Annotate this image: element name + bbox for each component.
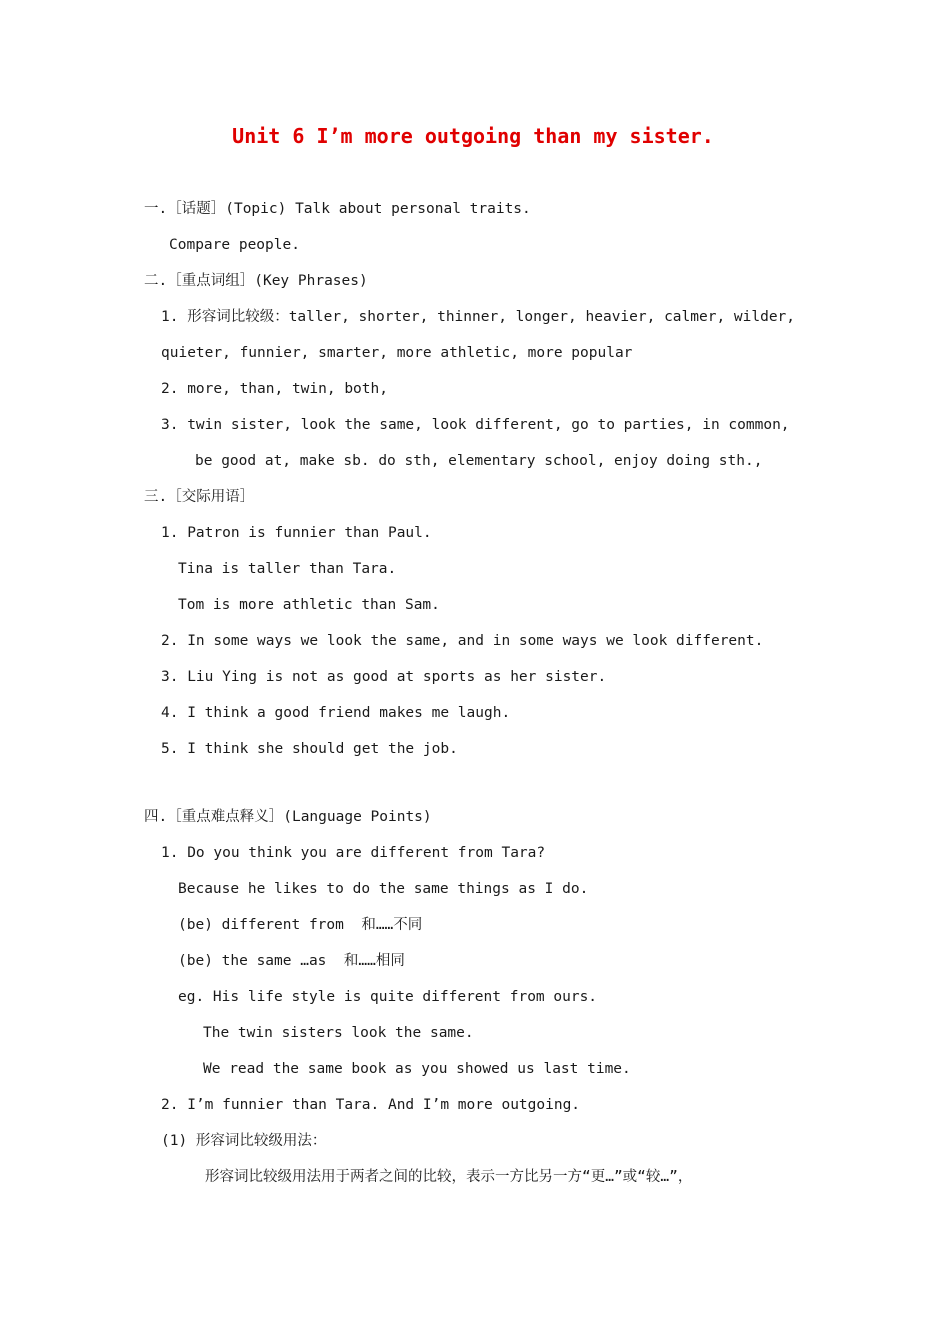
- phrase-item-3-cont: be good at, make sb. do sth, elementary school, enjoy doing sth.,: [195, 453, 763, 469]
- expression-item-4: 4. I think a good friend makes me laugh.: [161, 705, 511, 721]
- point-item-2: 2. I’m funnier than Tara. And I’m more outgoing.: [161, 1097, 581, 1113]
- point-item-1: 1. Do you think you are different from Tara?: [161, 845, 546, 861]
- topic-line: Compare people.: [169, 237, 300, 253]
- example-line: eg. His life style is quite different from ours.: [178, 989, 598, 1005]
- paragraph-text: 形容词比较级用法用于两者之间的比较，表示一方比另一方“更…”或“较…”，: [205, 1169, 693, 1185]
- expression-item-2: 2. In some ways we look the same, and in some ways we look different.: [161, 633, 764, 649]
- topic-heading: 一.［话题］(Topic) Talk about personal traits.: [144, 201, 531, 217]
- expression-item-1-cont: Tom is more athletic than Sam.: [178, 597, 440, 613]
- point-item-1-cont: (be) different from 和……不同: [178, 917, 423, 933]
- expression-item-5: 5. I think she should get the job.: [161, 741, 458, 757]
- key-phrases-heading: 二.［重点词组］(Key Phrases): [144, 273, 368, 289]
- language-points-heading: 四.［重点难点释义］(Language Points): [144, 809, 432, 825]
- expression-item-1: 1. Patron is funnier than Paul.: [161, 525, 432, 541]
- point-subheading: (1) 形容词比较级用法：: [161, 1133, 327, 1149]
- example-line: The twin sisters look the same.: [203, 1025, 474, 1041]
- phrase-item-1-cont: quieter, funnier, smarter, more athletic, more popular: [161, 345, 633, 361]
- communication-heading: 三.［交际用语］: [144, 489, 255, 505]
- example-line: We read the same book as you showed us last time.: [203, 1061, 631, 1077]
- phrase-item-2: 2. more, than, twin, both,: [161, 381, 388, 397]
- phrase-item-3: 3. twin sister, look the same, look different, go to parties, in common,: [161, 417, 790, 433]
- phrase-item-1: 1. 形容词比较级：taller, shorter, thinner, longer, heavier, calmer, wilder,: [161, 309, 796, 325]
- expression-item-1-cont: Tina is taller than Tara.: [178, 561, 397, 577]
- expression-item-3: 3. Liu Ying is not as good at sports as her sister.: [161, 669, 607, 685]
- point-item-1-cont: Because he likes to do the same things as I do.: [178, 881, 589, 897]
- point-item-1-cont: (be) the same …as 和……相同: [178, 953, 405, 969]
- page-title: Unit 6 I’m more outgoing than my sister.: [232, 124, 714, 148]
